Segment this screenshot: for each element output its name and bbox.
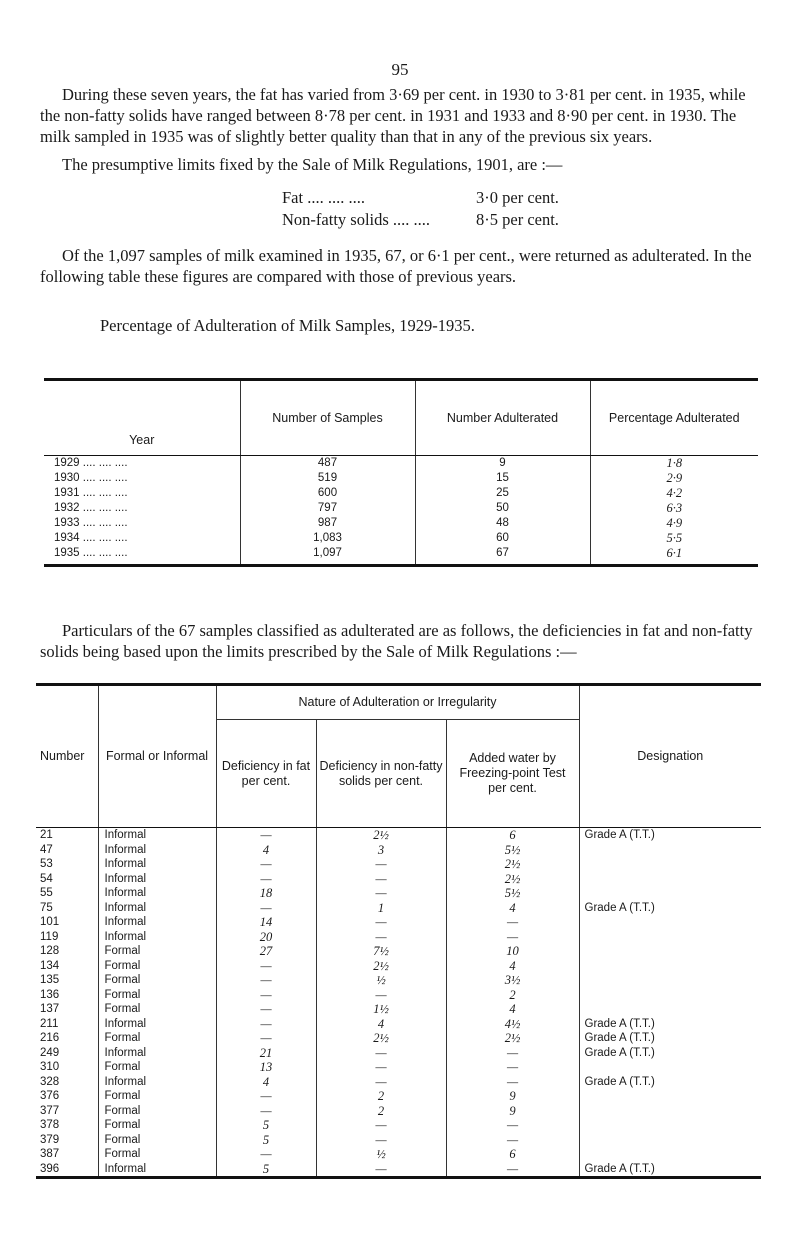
table-row [44, 456, 758, 472]
samples-cell: 600 [240, 486, 415, 501]
number-cell: 137 [36, 1002, 98, 1017]
added-water-cell: — [446, 1133, 579, 1148]
formal-cell: Formal [98, 1104, 216, 1119]
nonfatty-deficiency-cell: — [316, 915, 446, 930]
added-water-cell: — [446, 1162, 579, 1178]
fat-deficiency-cell: 5 [216, 1133, 316, 1148]
limit-nonfatty [282, 209, 559, 231]
limit-label: Non-fatty solids .... .... [282, 210, 431, 229]
col-adulterated: Number Adulterated [415, 380, 590, 456]
table-row [44, 546, 758, 566]
percent-cell: 4·9 [666, 516, 683, 530]
designation-cell [579, 944, 761, 959]
col-nature-group: Nature of Adulteration or Irregularity [216, 685, 579, 720]
number-cell: 53 [36, 857, 98, 872]
nonfatty-deficiency-cell: — [316, 1075, 446, 1090]
fat-deficiency-cell: 5 [216, 1118, 316, 1133]
percent-cell: 6·3 [666, 501, 683, 515]
year-cell: 1931 .... .... .... [44, 486, 240, 501]
added-water-cell: 4 [446, 901, 579, 916]
table-row [44, 531, 758, 546]
adulterated-cell: 9 [415, 456, 590, 472]
table-row [36, 988, 761, 1003]
col-nonfatty-deficiency: Deficiency in non-fatty solids per cent. [316, 720, 446, 828]
fat-deficiency-cell: 13 [216, 1060, 316, 1075]
col-fat-deficiency: Deficiency in fat per cent. [216, 720, 316, 828]
table-row [36, 886, 761, 901]
table-row [36, 930, 761, 945]
table-row [36, 1017, 761, 1032]
adulterated-cell: 50 [415, 501, 590, 516]
added-water-cell: 4½ [446, 1017, 579, 1032]
nonfatty-deficiency-cell: ½ [316, 973, 446, 988]
designation-cell [579, 1147, 761, 1162]
added-water-cell: 4 [446, 959, 579, 974]
designation-cell [579, 1002, 761, 1017]
added-water-cell: 5½ [446, 886, 579, 901]
number-cell: 119 [36, 930, 98, 945]
added-water-cell: — [446, 1075, 579, 1090]
number-cell: 387 [36, 1147, 98, 1162]
table-row [44, 471, 758, 486]
nonfatty-deficiency-cell: 2 [316, 1104, 446, 1119]
table-row [36, 944, 761, 959]
formal-cell: Informal [98, 930, 216, 945]
table-row [36, 1162, 761, 1178]
added-water-cell: 2½ [446, 857, 579, 872]
fat-deficiency-cell: — [216, 901, 316, 916]
formal-cell: Formal [98, 959, 216, 974]
samples-cell: 519 [240, 471, 415, 486]
nonfatty-deficiency-cell: — [316, 1133, 446, 1148]
nonfatty-deficiency-cell: 7½ [316, 944, 446, 959]
added-water-cell: — [446, 1118, 579, 1133]
table-row [36, 959, 761, 974]
formal-cell: Formal [98, 988, 216, 1003]
paragraph-fat-variation: During these seven years, the fat has varied from 3·69 per cent. in 1930 to 3·81 per cent. in 1935, while the non-fatty solids have ranged between 8·78 per cent. in 1931 and 1933 and 8·90 per cent. in 1930. The milk sampled in 1935 was of slightly better quality than that in any of the previous six years. [40, 85, 746, 146]
formal-cell: Formal [98, 973, 216, 988]
limit-label: Fat .... .... .... [282, 188, 365, 207]
adulteration-particulars-table [36, 683, 761, 1179]
added-water-cell: 9 [446, 1104, 579, 1119]
fat-deficiency-cell: — [216, 959, 316, 974]
year-cell: 1930 .... .... .... [44, 471, 240, 486]
added-water-cell: — [446, 930, 579, 945]
added-water-cell: 9 [446, 1089, 579, 1104]
number-cell: 135 [36, 973, 98, 988]
table-row [44, 486, 758, 501]
nonfatty-deficiency-cell: — [316, 1046, 446, 1061]
formal-cell: Formal [98, 1147, 216, 1162]
table-row [36, 843, 761, 858]
number-cell: 54 [36, 872, 98, 887]
table-row [36, 1002, 761, 1017]
table-row [44, 516, 758, 531]
adulterated-cell: 60 [415, 531, 590, 546]
number-cell: 134 [36, 959, 98, 974]
limit-value: 3·0 per cent. [476, 188, 559, 207]
col-year: Year [44, 380, 240, 456]
samples-cell: 1,097 [240, 546, 415, 566]
added-water-cell: 10 [446, 944, 579, 959]
samples-cell: 797 [240, 501, 415, 516]
designation-cell: Grade A (T.T.) [584, 901, 655, 914]
nonfatty-deficiency-cell: 2½ [316, 828, 446, 843]
number-cell: 211 [36, 1017, 98, 1032]
added-water-cell: 2 [446, 988, 579, 1003]
samples-cell: 1,083 [240, 531, 415, 546]
col-formal: Formal or Informal [98, 685, 216, 828]
paragraph-samples-examined: Of the 1,097 samples of milk examined in 1935, 67, or 6·1 per cent., were returned as adulterated. In the following table these figures are compared with those of previous years. [40, 246, 752, 286]
nonfatty-deficiency-cell: — [316, 930, 446, 945]
fat-deficiency-cell: — [216, 1147, 316, 1162]
table-row [36, 901, 761, 916]
formal-cell: Informal [98, 1075, 216, 1090]
designation-cell [579, 1118, 761, 1133]
year-cell: 1933 .... .... .... [44, 516, 240, 531]
table-row [36, 828, 761, 843]
fat-deficiency-cell: — [216, 1002, 316, 1017]
table-row [36, 973, 761, 988]
percent-cell: 1·8 [666, 456, 683, 470]
col-samples: Number of Samples [240, 380, 415, 456]
table-row [36, 1060, 761, 1075]
designation-cell [579, 1060, 761, 1075]
formal-cell: Formal [98, 1031, 216, 1046]
added-water-cell: 5½ [446, 843, 579, 858]
table-row [36, 915, 761, 930]
samples-cell: 487 [240, 456, 415, 472]
samples-cell: 987 [240, 516, 415, 531]
col-percentage: Percentage Adulterated [590, 380, 758, 456]
nonfatty-deficiency-cell: 3 [316, 843, 446, 858]
nonfatty-deficiency-cell: — [316, 1162, 446, 1178]
designation-cell: Grade A (T.T.) [584, 1017, 655, 1030]
number-cell: 21 [36, 828, 98, 843]
number-cell: 378 [36, 1118, 98, 1133]
adulterated-cell: 67 [415, 546, 590, 566]
table-row [36, 857, 761, 872]
adulterated-cell: 48 [415, 516, 590, 531]
formal-cell: Informal [98, 843, 216, 858]
formal-cell: Informal [98, 1017, 216, 1032]
added-water-cell: 3½ [446, 973, 579, 988]
designation-cell: Grade A (T.T.) [584, 829, 655, 841]
nonfatty-deficiency-cell: — [316, 886, 446, 901]
designation-cell [579, 973, 761, 988]
designation-cell: Grade A (T.T.) [584, 1032, 655, 1044]
fat-deficiency-cell: — [216, 1089, 316, 1104]
formal-cell: Informal [98, 872, 216, 887]
year-cell: 1934 .... .... .... [44, 531, 240, 546]
number-cell: 249 [36, 1046, 98, 1061]
fat-deficiency-cell: 20 [216, 930, 316, 945]
fat-deficiency-cell: — [216, 988, 316, 1003]
designation-cell: Grade A (T.T.) [584, 1075, 655, 1088]
added-water-cell: — [446, 915, 579, 930]
nonfatty-deficiency-cell: 2½ [316, 959, 446, 974]
adulterated-cell: 25 [415, 486, 590, 501]
fat-deficiency-cell: — [216, 828, 316, 843]
number-cell: 328 [36, 1075, 98, 1090]
fat-deficiency-cell: 4 [216, 843, 316, 858]
nonfatty-deficiency-cell: — [316, 1118, 446, 1133]
designation-cell [579, 1133, 761, 1148]
paragraph-presumptive-limits: The presumptive limits fixed by the Sale of Milk Regulations, 1901, are :— [62, 155, 563, 174]
percent-cell: 5·5 [666, 531, 683, 545]
designation-cell [579, 959, 761, 974]
designation-cell [579, 872, 761, 887]
formal-cell: Informal [98, 886, 216, 901]
adulteration-percentage-table [44, 378, 758, 567]
year-cell: 1929 .... .... .... [44, 456, 240, 472]
added-water-cell: 2½ [446, 1031, 579, 1046]
limit-fat [282, 187, 559, 209]
fat-deficiency-cell: — [216, 1031, 316, 1046]
number-cell: 376 [36, 1089, 98, 1104]
nonfatty-deficiency-cell: — [316, 872, 446, 887]
fat-deficiency-cell: — [216, 1104, 316, 1119]
year-cell: 1932 .... .... .... [44, 501, 240, 516]
formal-cell: Formal [98, 944, 216, 959]
added-water-cell: 6 [446, 1147, 579, 1162]
number-cell: 55 [36, 886, 98, 901]
nonfatty-deficiency-cell: 1½ [316, 1002, 446, 1017]
page-number: 95 [391, 60, 409, 79]
nonfatty-deficiency-cell: — [316, 1060, 446, 1075]
designation-cell: Grade A (T.T.) [584, 1046, 655, 1059]
col-number: Number [36, 685, 98, 828]
table-row [44, 501, 758, 516]
percent-cell: 6·1 [590, 546, 758, 566]
col-designation: Designation [579, 685, 761, 828]
table-row [36, 1075, 761, 1090]
formal-cell: Formal [98, 1089, 216, 1104]
adulterated-cell: 15 [415, 471, 590, 486]
designation-cell: Grade A (T.T.) [579, 1162, 761, 1178]
added-water-cell: 4 [446, 1002, 579, 1017]
number-cell: 396 [36, 1162, 98, 1178]
fat-deficiency-cell: 5 [216, 1162, 316, 1178]
fat-deficiency-cell: 21 [216, 1046, 316, 1061]
nonfatty-deficiency-cell: 1 [316, 901, 446, 916]
designation-cell [579, 843, 761, 858]
number-cell: 128 [36, 944, 98, 959]
col-added-water: Added water by Freezing-point Test per cent. [446, 720, 579, 828]
formal-cell: Informal [98, 1046, 216, 1061]
fat-deficiency-cell: 18 [216, 886, 316, 901]
formal-cell: Formal [98, 1118, 216, 1133]
nonfatty-deficiency-cell: 2½ [316, 1031, 446, 1046]
table-row [36, 1031, 761, 1046]
formal-cell: Informal [98, 857, 216, 872]
fat-deficiency-cell: — [216, 1017, 316, 1032]
formal-cell: Formal [98, 1133, 216, 1148]
table1-caption: Percentage of Adulteration of Milk Samples, 1929-1935. [100, 316, 475, 335]
fat-deficiency-cell: — [216, 872, 316, 887]
nonfatty-deficiency-cell: 2 [316, 1089, 446, 1104]
table-row [36, 1089, 761, 1104]
limits-list [282, 187, 559, 231]
number-cell: 379 [36, 1133, 98, 1148]
fat-deficiency-cell: — [216, 857, 316, 872]
number-cell: 101 [36, 915, 98, 930]
year-cell: 1935 .... .... .... [44, 546, 240, 566]
added-water-cell: 2½ [446, 872, 579, 887]
table-row [36, 1046, 761, 1061]
designation-cell [579, 1089, 761, 1104]
nonfatty-deficiency-cell: — [316, 857, 446, 872]
designation-cell [579, 930, 761, 945]
nonfatty-deficiency-cell: — [316, 988, 446, 1003]
nonfatty-deficiency-cell: 4 [316, 1017, 446, 1032]
fat-deficiency-cell: 4 [216, 1075, 316, 1090]
added-water-cell: — [446, 1060, 579, 1075]
fat-deficiency-cell: 14 [216, 915, 316, 930]
number-cell: 377 [36, 1104, 98, 1119]
paragraph-particulars: Particulars of the 67 samples classified as adulterated are as follows, the deficiencies in fat and non-fatty solids being based upon the limits prescribed by the Sale of Milk Regulations :— [40, 621, 753, 661]
designation-cell [579, 915, 761, 930]
fat-deficiency-cell: — [216, 973, 316, 988]
designation-cell [579, 988, 761, 1003]
table-row [36, 1104, 761, 1119]
formal-cell: Informal [98, 915, 216, 930]
designation-cell [579, 1104, 761, 1119]
formal-cell: Formal [98, 1002, 216, 1017]
limit-value: 8·5 per cent. [476, 210, 559, 229]
formal-cell: Informal [98, 828, 216, 843]
number-cell: 47 [36, 843, 98, 858]
number-cell: 136 [36, 988, 98, 1003]
table-row [36, 1133, 761, 1148]
table-row [36, 1147, 761, 1162]
percent-cell: 4·2 [666, 486, 683, 500]
fat-deficiency-cell: 27 [216, 944, 316, 959]
designation-cell [579, 886, 761, 901]
table-row [36, 872, 761, 887]
added-water-cell: 6 [446, 828, 579, 843]
designation-cell [579, 857, 761, 872]
percent-cell: 2·9 [666, 471, 683, 485]
table-row [36, 1118, 761, 1133]
formal-cell: Formal [98, 1060, 216, 1075]
number-cell: 310 [36, 1060, 98, 1075]
added-water-cell: — [446, 1046, 579, 1061]
nonfatty-deficiency-cell: ½ [316, 1147, 446, 1162]
number-cell: 75 [36, 901, 98, 916]
formal-cell: Informal [98, 901, 216, 916]
number-cell: 216 [36, 1031, 98, 1046]
formal-cell: Informal [98, 1162, 216, 1178]
